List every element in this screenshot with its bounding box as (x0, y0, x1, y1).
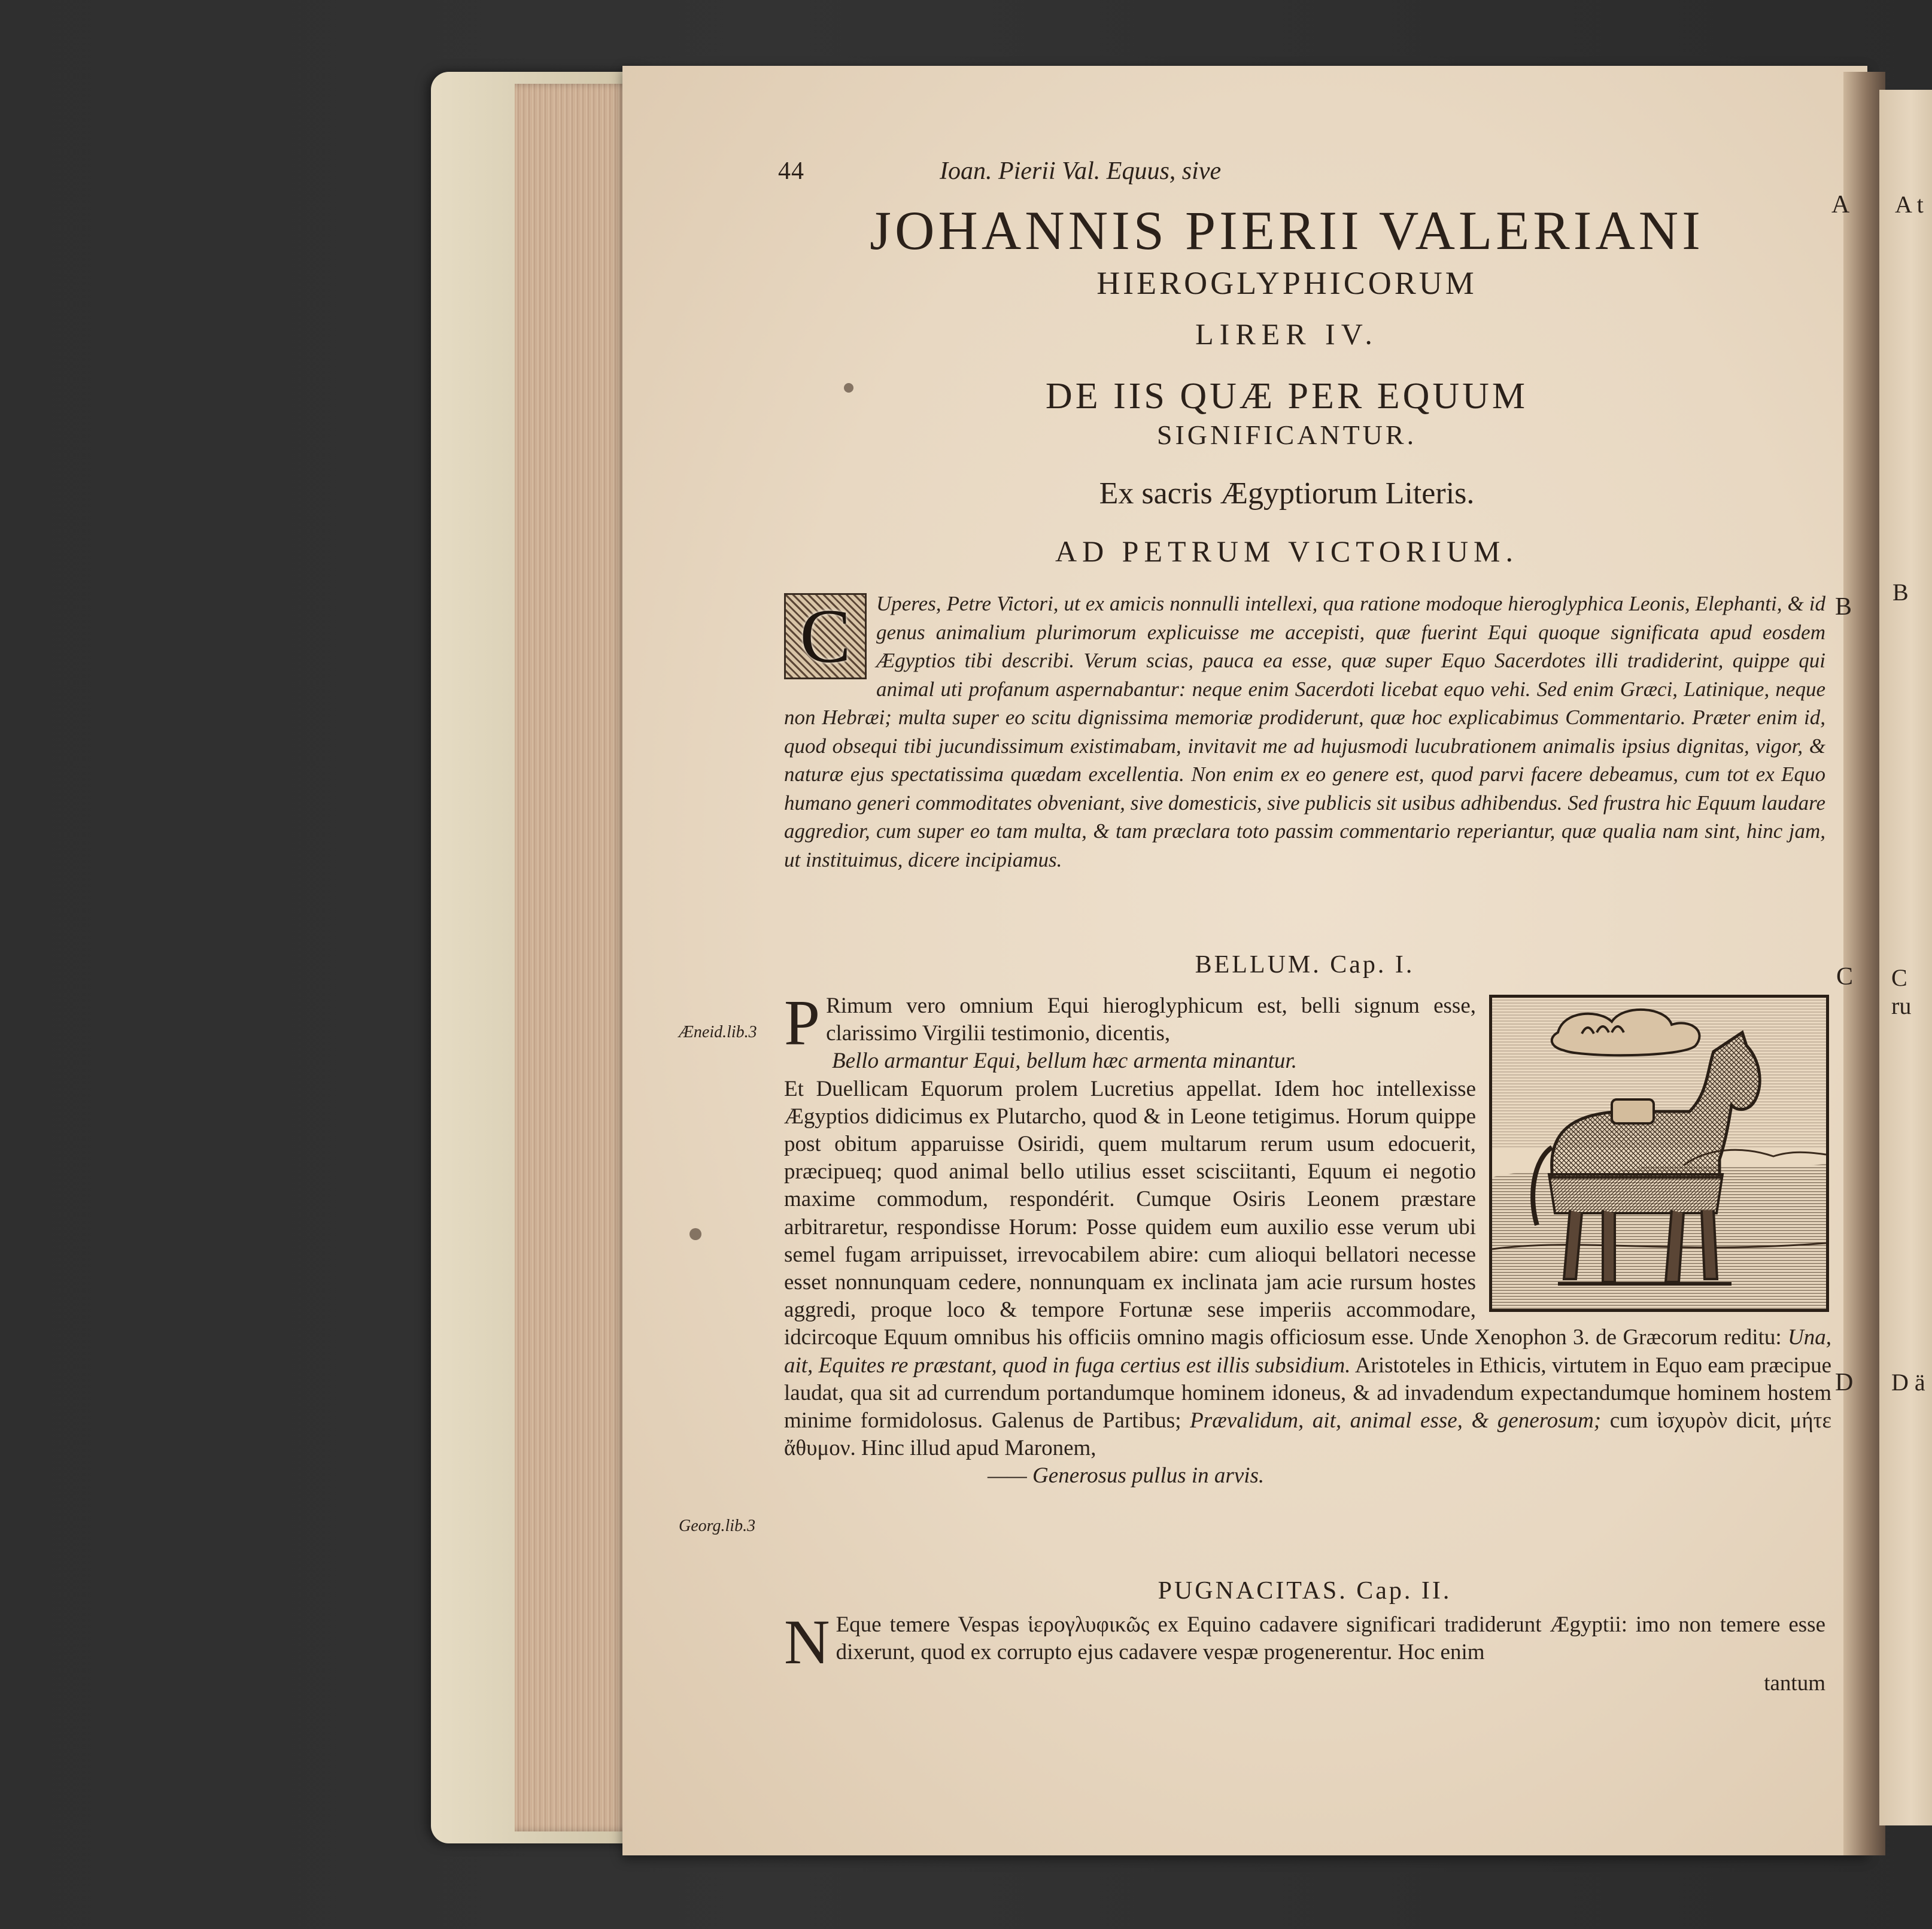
chapter-1-verse-2: —— Generosus pullus in arvis. (988, 1463, 1265, 1488)
right-page-fragment: C ru (1891, 964, 1912, 1019)
chapter-1-verse: Bello armantur Equi, bellum hæc armenta minantur. (832, 1049, 1297, 1074)
title-book-number: LIRER IV. (1195, 317, 1378, 351)
title-dedicatee: AD PETRUM VICTORIUM. (1055, 534, 1519, 568)
margin-letter-d: D (1835, 1369, 1854, 1396)
running-title: Ioan. Pierii Val. Equus, sive (940, 157, 1222, 185)
right-page-fragment: D ä (1891, 1369, 1925, 1396)
right-page-edge (1879, 90, 1932, 1825)
chapter-1-dropcap: P (784, 988, 821, 1059)
catchword: tantum (1764, 1671, 1825, 1696)
running-header (778, 157, 1808, 193)
page-edges (515, 84, 634, 1831)
title-work: HIEROGLYPHICORUM (1096, 265, 1477, 301)
right-page-fragment: B (1892, 579, 1909, 606)
side-note-aeneid: Æneid.lib.3 (679, 1023, 757, 1041)
woodcut-space (1490, 992, 1831, 1311)
right-page-fragment: A t (1895, 191, 1924, 218)
dedication-text: Uperes, Petre Victori, ut ex amicis nonnulli intellexi, qua ratione modoque hieroglyphica Leonis, Elephanti, & id genus animalium plurimorum explicuisse me accepisti, quæ fuerint Equi quoque significata apud eosdem Ægyptios tibi describi. Verum scias, pauca ea esse, quæ super Equo Sacerdotes illi tradiderint, quippe qui animal uti profanum aspernabantur: neque enim Sacerdoti licebat equo vehi. Sed enim Græci, Latinique, neque non Hebræi; multa super eo scitu dignissima memoriæ prodiderunt, quæ hoc explicabimus Commentario. Præter enim id, quod obsequi tibi jucundissimum existimabam, invitavit me ad hujusmodi lucubrationem animalis ipsius dignitas, vigor, & naturæ ejus spectatissima quædam excellentia. Non enim ex eo genere est, quod parvi facere debeamus, cum tot ex Equo humano generi commoditates obveniant, sive domesticis, sive publicis sit usibus adhibendus. Sed frustra hic Equum laudare aggredior, cum super eo tam multa, & tam præclara toto passim commentario reperiantur, quæ qualia nam sint, hinc jam, ut instituimus, dicere incipiamus. (784, 592, 1825, 871)
ornamental-initial: C (784, 593, 867, 679)
chapter-2-text: Eque temere Vespas ἱερογλυφικῶς ex Equino cadavere significari tradiderunt Ægyptii: imo non temere esse dixerunt, quod ex corrupto ejus cadavere vespæ progenerentur. Hoc enim (836, 1612, 1825, 1664)
chapter-1-para-2: Et Duellicam Equorum prolem Lucretius appellat. Idem hoc intellexisse Ægyptios didicimus ex Plutarcho, quod & in Leone tetigimus. Horum quippe post obitum apparuisse Osiridi, quem multarum rerum usum edocuerit, præcipueq; quod animal bello utilius esset scisciitanti, Equum ei negotio maxime commodum, respondérit. Cumque Osiris Leonem præstare arbitraretur, respondisse Horum: Posse quidem eum auxilio esse verum ubi semel fugam arripuisset, irrevocabilem abire: cum alioqui bellatori necesse esset nonnunquam cedere, nonnunquam ex inclinata jam acie rursum hostes aggredi, proque loco & tempore Fortunæ sese imperiis accommodare, idcircoque Equum omnibus his officiis omnino magis officiosum esse. Unde Xenophon 3. de Græcorum reditu: (784, 1076, 1782, 1350)
margin-letter-a: A (1831, 191, 1850, 218)
side-note-georgics: Georg.lib.3 (679, 1517, 756, 1535)
title-author: JOHANNIS PIERII VALERIANI (870, 200, 1704, 261)
title-subject: DE IIS QUÆ PER EQUUM (1045, 376, 1529, 417)
chapter-2-dropcap: N (784, 1607, 830, 1677)
title-block (778, 198, 1796, 572)
chapter-1-para-1: Rimum vero omnium Equi hieroglyphicum est, belli signum esse, clarissimo Virgilii testimonio, dicentis, (826, 994, 1476, 1046)
chapter-2-body (784, 1607, 1825, 1696)
chapter-1-para-3b: cum ἰσχυρὸν dicit, μήτε ἄθυμον. Hinc illud apud Maronem, (784, 1408, 1832, 1461)
margin-letter-c: C (1836, 963, 1854, 991)
ink-spot (689, 1228, 701, 1240)
chapter-1-body (784, 988, 1832, 1490)
chapter-1-quote-xenophon: Una, ait, Equites re præstant, quod in fuga certius est illis subsidium. (784, 1325, 1832, 1378)
dedication-paragraph (784, 590, 1825, 874)
title-subject-cont: SIGNIFICANTUR. (1156, 420, 1417, 450)
title-source: Ex sacris Ægyptiorum Literis. (1099, 476, 1475, 511)
chapter-1-quote-galen: Prævalidum, ait, animal esse, & generosum; (1190, 1408, 1602, 1433)
folio-number: 44 (778, 157, 804, 185)
chapter-1-para-3: Aristoteles in Ethicis, virtutem in Equo eam præcipue laudat, qua sit ad currendum portandumque hominem idoneus, & ad invadendum expectandumque hominem hostem minime formidolosus. Galenus de Partibus; (784, 1353, 1832, 1433)
margin-letter-b: B (1835, 593, 1852, 621)
chapter-2-heading: PUGNACITAS. Cap. II. (1158, 1577, 1452, 1605)
chapter-1-heading: BELLUM. Cap. I. (1195, 951, 1415, 979)
